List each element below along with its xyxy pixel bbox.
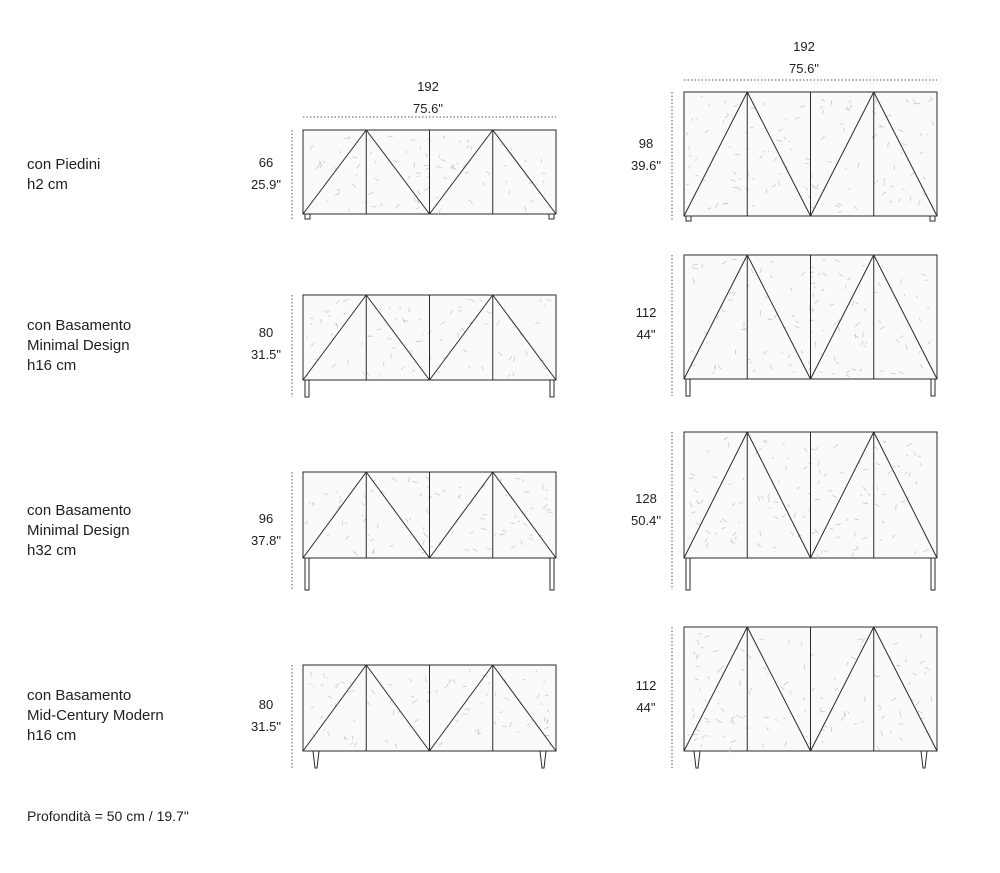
width-cm: 192	[793, 39, 815, 54]
texture-speck	[348, 137, 350, 138]
height-in: 39.6"	[631, 158, 661, 173]
width-cm: 192	[417, 79, 439, 94]
row-label-line: Minimal Design	[27, 522, 130, 539]
cabinet-leg	[550, 380, 554, 397]
height-in: 50.4"	[631, 513, 661, 528]
row-label-line: Mid-Century Modern	[27, 707, 164, 724]
row-label-line: h16 cm	[27, 357, 77, 374]
texture-speck	[377, 524, 378, 528]
height-in: 25.9"	[251, 177, 281, 192]
texture-speck	[693, 708, 694, 712]
height-cm: 80	[258, 697, 274, 712]
texture-speck	[518, 732, 520, 733]
cabinet-leg	[931, 379, 935, 396]
row-label-line: con Basamento	[27, 317, 132, 334]
texture-speck	[733, 187, 737, 188]
depth-footnote: Profondità = 50 cm / 19.7"	[27, 808, 189, 824]
texture-speck	[427, 508, 428, 514]
texture-speck	[781, 353, 784, 354]
height-in: 37.8"	[251, 533, 281, 548]
cabinet-foot	[686, 216, 691, 221]
texture-speck	[368, 336, 370, 337]
texture-speck	[687, 538, 690, 539]
cabinet-leg	[305, 380, 309, 397]
texture-speck	[313, 686, 315, 687]
height-in: 31.5"	[251, 719, 281, 734]
height-in: 44"	[636, 700, 656, 715]
height-in: 44"	[636, 327, 656, 342]
texture-speck	[326, 201, 328, 202]
width-in: 75.6"	[413, 101, 443, 116]
cabinet-leg	[931, 558, 935, 590]
texture-speck	[700, 688, 701, 691]
cabinet-foot	[549, 214, 554, 219]
cabinet-foot	[305, 214, 310, 219]
row-label-line: con Basamento	[27, 687, 132, 704]
cabinet-leg	[686, 558, 690, 590]
cabinet-leg	[686, 379, 690, 396]
cabinet-leg	[540, 751, 546, 768]
texture-speck	[805, 163, 809, 164]
row-label-line: con Piedini	[27, 156, 101, 173]
texture-speck	[515, 478, 521, 479]
cabinet-leg	[305, 558, 309, 590]
height-cm: 98	[638, 136, 654, 151]
texture-speck	[404, 320, 405, 322]
texture-speck	[689, 146, 690, 150]
height-cm: 66	[258, 155, 274, 170]
texture-speck	[697, 654, 698, 660]
height-in: 31.5"	[251, 347, 281, 362]
row-label-line: h32 cm	[27, 542, 77, 559]
texture-speck	[502, 726, 507, 727]
height-cm: 112	[635, 305, 657, 320]
texture-speck	[822, 259, 825, 260]
cabinet-leg	[694, 751, 700, 768]
height-cm: 112	[635, 678, 657, 693]
texture-speck	[384, 362, 385, 366]
cabinet-leg	[550, 558, 554, 590]
row-label-line: h16 cm	[27, 727, 77, 744]
height-cm: 128	[635, 491, 657, 506]
height-cm: 80	[258, 325, 274, 340]
cabinet-leg	[313, 751, 319, 768]
texture-speck	[487, 549, 492, 550]
cabinet-leg	[921, 751, 927, 768]
row-label-line: Minimal Design	[27, 337, 130, 354]
cabinet-foot	[930, 216, 935, 221]
width-in: 75.6"	[789, 61, 819, 76]
row-label-line: con Basamento	[27, 502, 132, 519]
height-cm: 96	[258, 511, 274, 526]
texture-speck	[426, 677, 427, 682]
row-label-line: h2 cm	[27, 176, 68, 193]
